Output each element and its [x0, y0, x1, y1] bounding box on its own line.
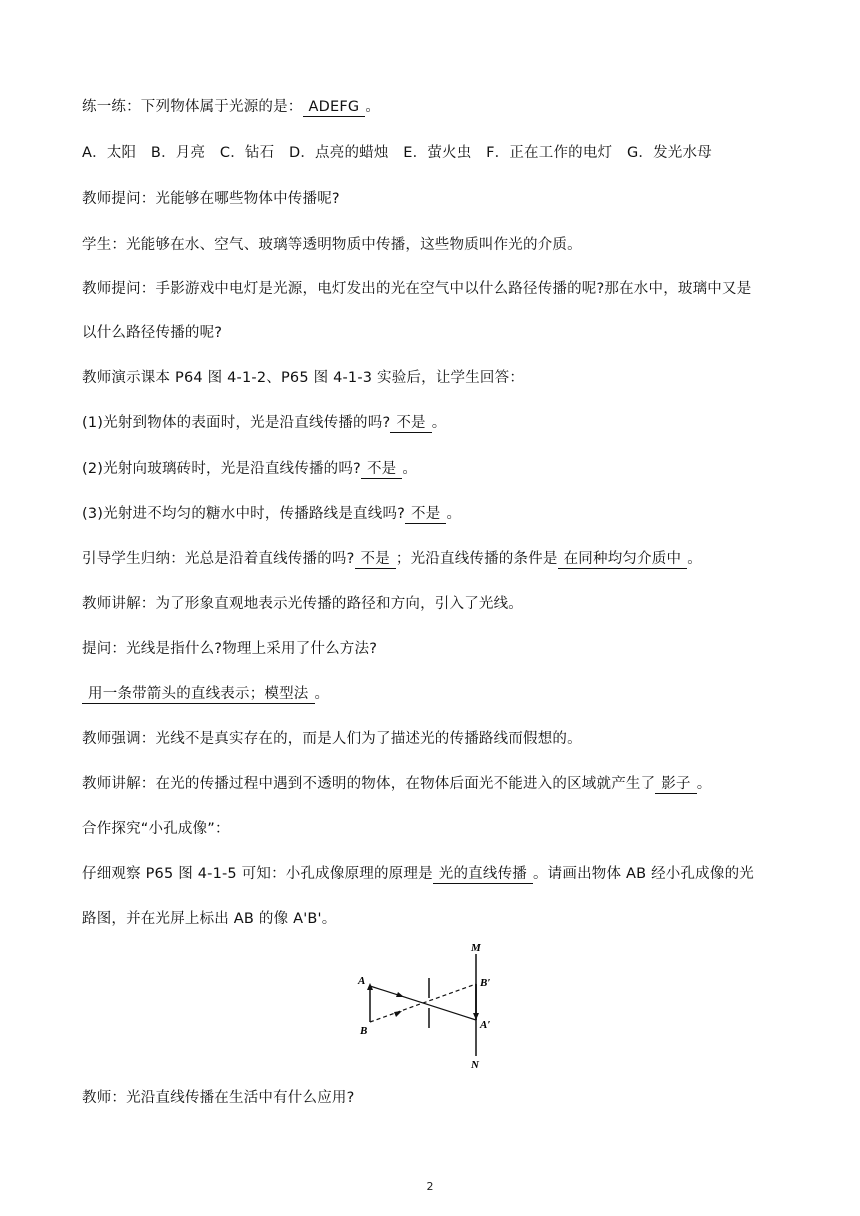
text-segment: 教师提问：光能够在哪些物体中传播呢?	[82, 191, 340, 207]
text-line	[82, 368, 524, 388]
text-segment: 教师演示课本 P64 图 4-1-2、P65 图 4-1-3 实验后，让学生回答：	[82, 370, 525, 386]
ray-b	[370, 984, 476, 1022]
fill-in-answer: 不是	[405, 505, 446, 524]
text-line	[82, 864, 754, 884]
fill-in-answer: ADEFG	[303, 98, 366, 117]
label-m: M	[471, 942, 481, 954]
label-b-prime: B′	[480, 977, 491, 989]
label-a-prime: A′	[480, 1019, 491, 1031]
text-segment: 教师讲解：在光的传播过程中遇到不透明的物体，在物体后面光不能进入的区域就产生了	[82, 776, 656, 792]
fill-in-answer: 用一条带箭头的直线表示；模型法	[82, 685, 315, 704]
text-segment: 提问：光线是指什么?物理上采用了什么方法?	[82, 641, 378, 657]
text-segment: 教师提问：手影游戏中电灯是光源，电灯发出的光在空气中以什么路径传播的呢?那在水中，玻璃中又是	[82, 281, 752, 297]
text-line	[82, 143, 712, 163]
text-line	[82, 323, 222, 343]
text-line	[82, 819, 230, 839]
fill-in-answer: 光的直线传播	[433, 865, 533, 884]
text-segment: (3)光射进不均匀的糖水中时，传播路线是直线吗?	[82, 506, 406, 522]
text-line	[82, 909, 336, 929]
text-segment: 。	[402, 461, 418, 477]
text-segment: 练一练：下列物体属于光源的是：	[82, 99, 303, 115]
label-b: B	[360, 1025, 368, 1037]
text-segment: 。	[446, 506, 462, 522]
text-segment: 。	[696, 776, 712, 792]
text-line	[82, 729, 582, 749]
text-segment: 学生：光能够在水、空气、玻璃等透明物质中传播，这些物质叫作光的介质。	[82, 237, 582, 253]
fill-in-answer: 在同种均匀介质中	[558, 550, 688, 569]
text-segment: 路图，并在光屏上标出 AB 的像 A'B'。	[82, 911, 337, 927]
text-line	[82, 279, 751, 299]
fill-in-answer: 不是	[361, 460, 402, 479]
fill-in-answer: 不是	[390, 414, 431, 433]
text-segment: 。	[687, 551, 702, 567]
text-segment: 教师：光沿直线传播在生活中有什么应用?	[82, 1090, 355, 1106]
text-line	[82, 459, 417, 479]
fill-in-answer: 影子	[655, 775, 696, 794]
text-segment: 以什么路径传播的呢?	[82, 325, 223, 341]
text-segment: 合作探究“小孔成像”：	[82, 821, 230, 837]
text-line	[82, 549, 702, 569]
text-segment: (2)光射向玻璃砖时，光是沿直线传播的吗?	[82, 461, 361, 477]
text-line	[82, 1088, 355, 1108]
pinhole-imaging-diagram	[352, 936, 512, 1076]
text-segment: 。	[431, 415, 447, 431]
text-line	[82, 97, 380, 117]
text-segment: 教师强调：光线不是真实存在的，而是人们为了描述光的传播路线而假想的。	[82, 731, 582, 747]
label-a: A	[358, 975, 366, 987]
fill-in-answer: 不是	[355, 550, 396, 569]
page-number: 2	[426, 1180, 434, 1193]
text-line	[82, 504, 461, 524]
text-segment: 。	[365, 99, 381, 115]
text-line	[82, 413, 446, 433]
text-segment: ；光沿直线传播的条件是	[395, 551, 558, 567]
text-line	[82, 639, 377, 659]
text-segment: 仔细观察 P65 图 4-1-5 可知：小孔成像原理的原理是	[82, 866, 433, 882]
arrow-ray-a	[396, 992, 404, 997]
text-line	[82, 684, 329, 704]
arrow-ray-b	[394, 1011, 402, 1017]
text-segment: 教师讲解：为了形象直观地表示光传播的路径和方向，引入了光线。	[82, 596, 523, 612]
text-segment: A．太阳 B．月亮 C．钻石 D．点亮的蜡烛 E．萤火虫 F．正在工作的电灯 G．发光水母	[82, 145, 712, 161]
text-line	[82, 235, 582, 255]
text-line	[82, 594, 523, 614]
text-line	[82, 189, 340, 209]
text-segment: (1)光射到物体的表面时，光是沿直线传播的吗?	[82, 415, 391, 431]
label-n: N	[471, 1059, 479, 1071]
text-segment: 引导学生归纳：光总是沿着直线传播的吗?	[82, 551, 355, 567]
text-segment: 。	[314, 686, 330, 702]
text-line	[82, 774, 711, 794]
text-segment: 。请画出物体 AB 经小孔成像的光	[532, 866, 754, 882]
